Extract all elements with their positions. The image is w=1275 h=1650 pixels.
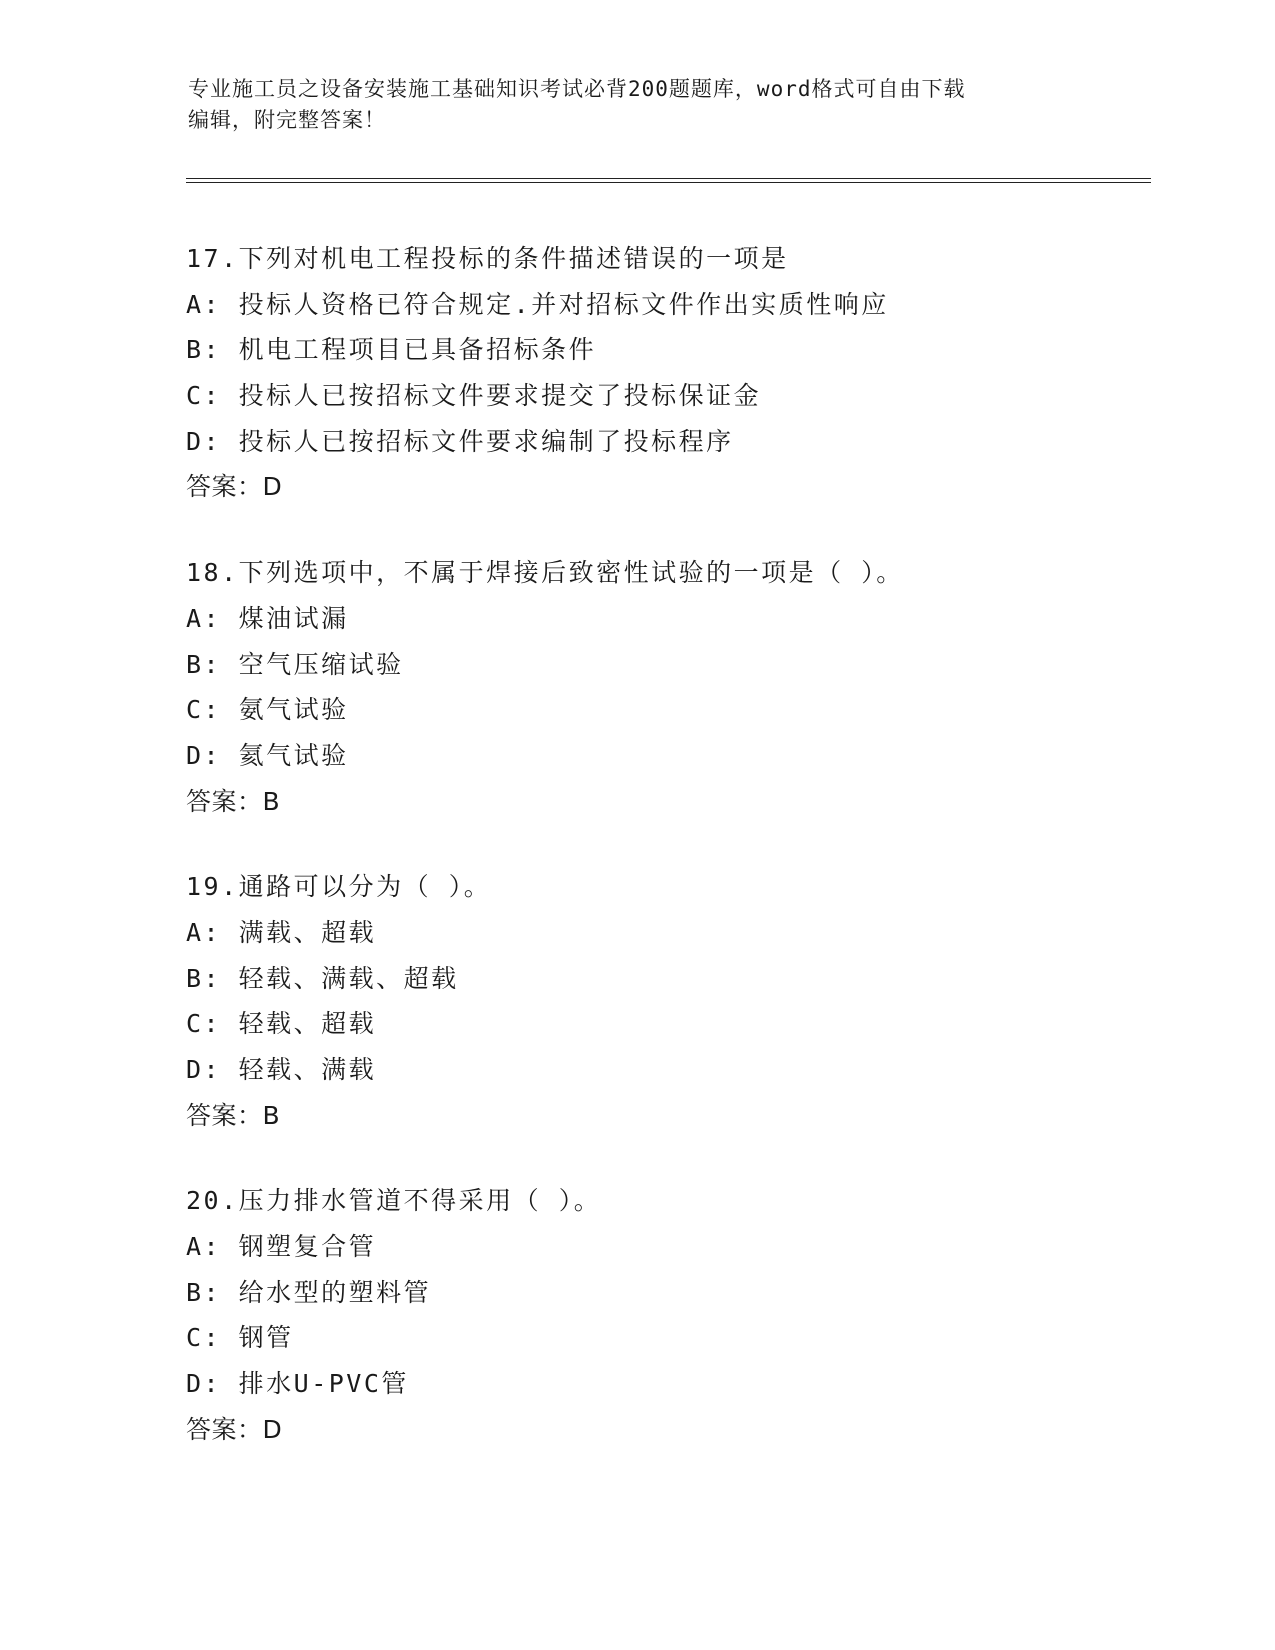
option-c: C: 氨气试验 [186, 695, 349, 725]
question-title: 20.压力排水管道不得采用（ ）。 [186, 1186, 602, 1216]
option-a: A: 投标人资格已符合规定.并对招标文件作出实质性响应 [186, 289, 889, 319]
option-b: B: 机电工程项目已具备招标条件 [186, 335, 597, 365]
header-title-line-2: 编辑，附完整答案！ [188, 108, 386, 132]
question-18 [186, 550, 1146, 824]
answer-label: 答案：D [186, 472, 283, 502]
question-19 [186, 864, 1146, 1138]
question-list [186, 236, 1146, 1493]
question-20 [186, 1178, 1146, 1452]
question-title: 18.下列选项中，不属于焊接后致密性试验的一项是（ ）。 [186, 558, 904, 588]
answer-label: 答案：D [186, 1414, 283, 1444]
option-b: B: 轻载、满载、超载 [186, 963, 459, 993]
option-c: C: 钢管 [186, 1323, 294, 1353]
answer-label: 答案：B [186, 786, 281, 816]
option-a: A: 钢塑复合管 [186, 1232, 377, 1262]
option-d: D: 氦气试验 [186, 740, 349, 770]
option-c: C: 轻载、超载 [186, 1009, 377, 1039]
option-d: D: 排水U-PVC管 [186, 1369, 409, 1399]
option-b: B: 给水型的塑料管 [186, 1277, 432, 1307]
header-title-line-1: 专业施工员之设备安装施工基础知识考试必背200题题库，word格式可自由下载 [188, 77, 966, 101]
option-a: A: 满载、超载 [186, 917, 377, 947]
header-divider [186, 178, 1151, 183]
option-d: D: 投标人已按招标文件要求编制了投标程序 [186, 426, 734, 456]
option-c: C: 投标人已按招标文件要求提交了投标保证金 [186, 381, 762, 411]
document-header [188, 74, 1068, 136]
question-title: 19.通路可以分为（ ）。 [186, 872, 492, 902]
option-d: D: 轻载、满载 [186, 1055, 377, 1084]
answer-label: 答案：B [186, 1100, 281, 1130]
question-17 [186, 236, 1146, 510]
option-a: A: 煤油试漏 [186, 603, 349, 633]
question-title: 17.下列对机电工程投标的条件描述错误的一项是 [186, 244, 789, 273]
option-b: B: 空气压缩试验 [186, 649, 404, 679]
